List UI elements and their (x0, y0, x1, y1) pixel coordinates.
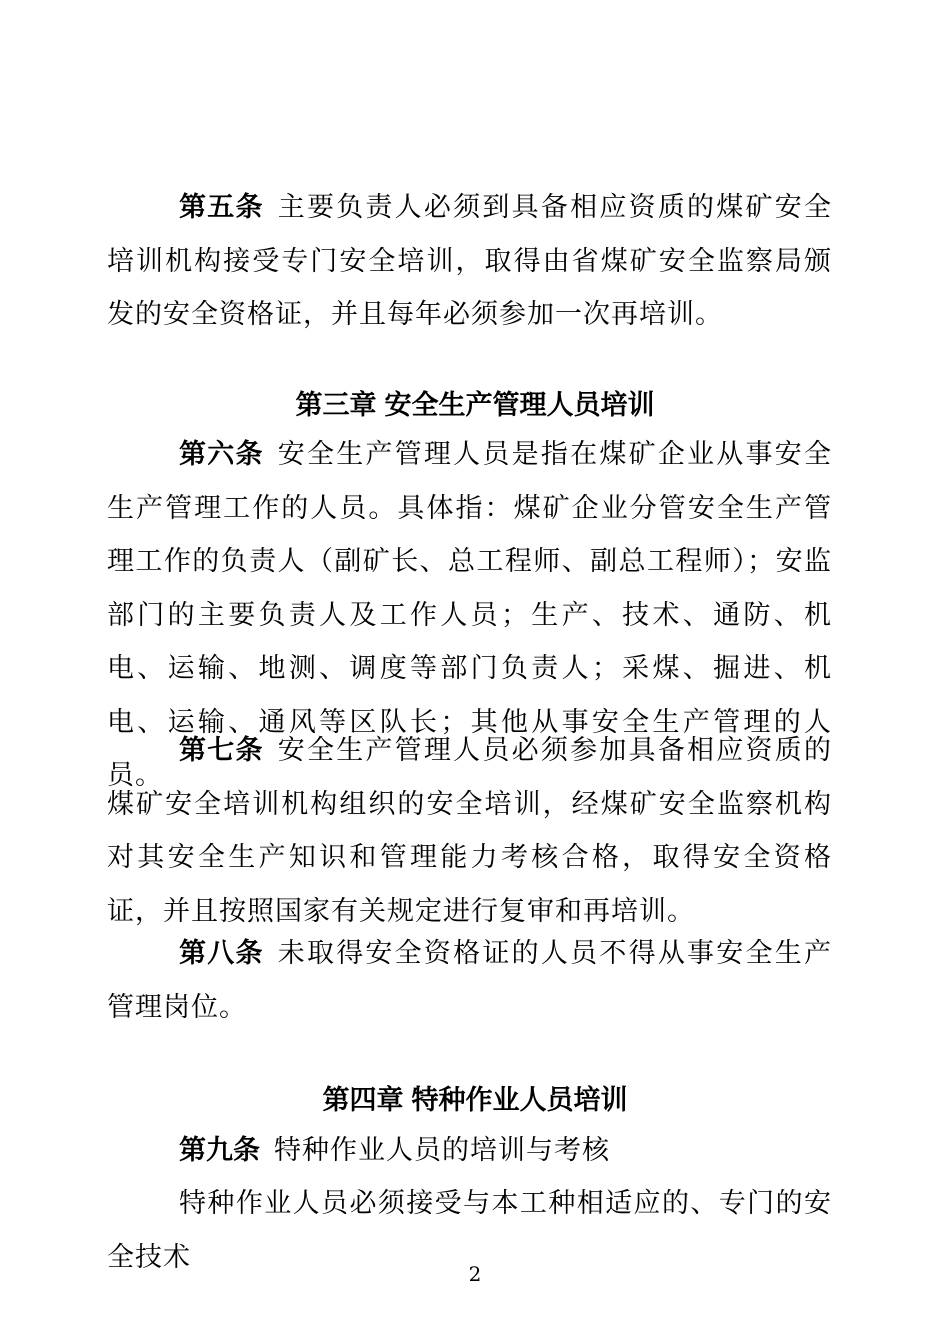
chapter-title: 安全生产管理人员培训 (384, 390, 655, 421)
article-label: 第六条 (179, 439, 264, 470)
page-number: 2 (468, 1262, 482, 1286)
article-label: 第八条 (179, 938, 264, 969)
article-text: 安全生产管理人员是指在煤矿企业从事安全生产管理工作的人员。具体指：煤矿企业分管安全生产管理工作的负责人（副矿长、总工程师、副总工程师）；安监部门的主要负责人及工作人员；生产、技术、通防、机电、运输、地测、调度等部门负责人；采煤、掘进、机电、运输、通风等区队长；其他从事安全生产管理的人员。 (107, 439, 833, 791)
article-text: 安全生产管理人员必须参加具备相应资质的煤矿安全培训机构组织的安全培训，经煤矿安全监察机构对其安全生产知识和管理能力考核合格，取得安全资格证，并且按照国家有关规定进行复审和再培训。 (107, 735, 833, 927)
article-text: 未取得安全资格证的人员不得从事安全生产管理岗位。 (107, 938, 833, 1023)
article-label: 第九条 (179, 1135, 260, 1166)
article-5 (107, 181, 832, 342)
article-9 (107, 1124, 832, 1178)
article-label: 第五条 (179, 192, 264, 223)
article-7 (107, 724, 832, 938)
chapter-3-heading (0, 386, 950, 426)
article-text: 特种作业人员的培训与考核 (274, 1135, 610, 1166)
chapter-4-heading (0, 1081, 950, 1121)
article-text: 主要负责人必须到具备相应资质的煤矿安全培训机构接受专门安全培训，取得由省煤矿安全监察局颁发的安全资格证，并且每年必须参加一次再培训。 (107, 192, 833, 330)
chapter-number: 第四章 (322, 1085, 404, 1116)
article-label: 第七条 (179, 735, 264, 766)
chapter-title: 特种作业人员培训 (411, 1085, 628, 1116)
chapter-number: 第三章 (295, 390, 377, 421)
paragraph-text: 特种作业人员必须接受与本工种相适应的、专门的安全技术 (107, 1188, 832, 1273)
article-8 (107, 927, 832, 1034)
